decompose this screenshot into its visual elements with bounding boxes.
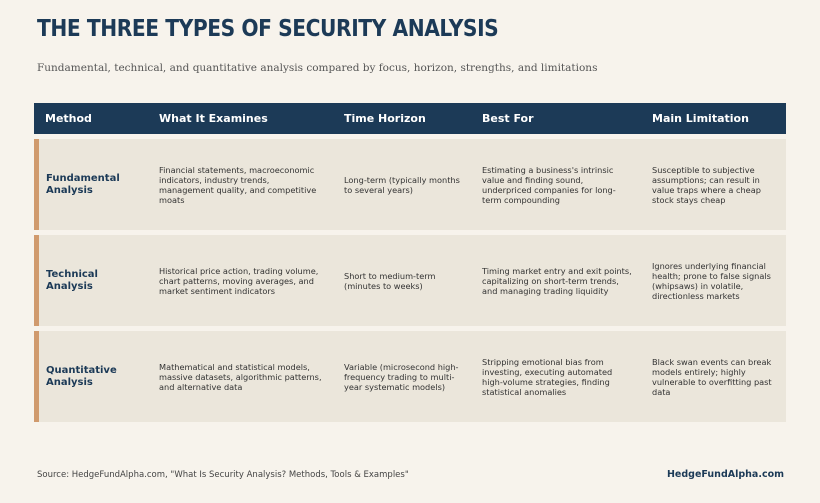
table-row — [34, 331, 786, 422]
horizon-cell: Short to medium-term (minutes to weeks) — [344, 270, 436, 291]
limitation-cell: Ignores underlying financial health; prone to false signals (whipsaws) in volatile, directionless markets — [652, 260, 771, 301]
best-for-cell: Estimating a business's intrinsic value and finding sound, underpriced companies for long-term compounding — [482, 164, 616, 205]
page-title: THE THREE TYPES OF SECURITY ANALYSIS — [37, 16, 499, 42]
comparison-table — [34, 103, 786, 422]
examines-cell: Financial statements, macroeconomic indicators, industry trends, management quality, and competitive moats — [159, 164, 317, 205]
horizon-cell: Variable (microsecond high-frequency trading to multi-year systematic models) — [344, 361, 459, 392]
horizon-cell: Long-term (typically months to several years) — [344, 174, 460, 195]
examines-cell: Mathematical and statistical models, massive datasets, algorithmic patterns, and alternative data — [159, 361, 322, 392]
examines-cell: Historical price action, trading volume, chart patterns, moving averages, and market sentiment indicators — [159, 265, 319, 296]
table-row — [34, 139, 786, 230]
header-horizon: Time Horizon — [344, 112, 426, 125]
page-subtitle: Fundamental, technical, and quantitative analysis compared by focus, horizon, strengths, and limitations — [37, 62, 598, 74]
header-best-for: Best For — [482, 112, 534, 125]
method-name: Fundamental Analysis — [46, 172, 120, 196]
method-name: Technical Analysis — [46, 268, 98, 292]
limitation-cell: Black swan events can break models entirely; highly vulnerable to overfitting past data — [652, 356, 772, 397]
best-for-cell: Stripping emotional bias from investing, executing automated high-volume strategies, finding statistical anomalies — [482, 356, 613, 397]
limitation-cell: Susceptible to subjective assumptions; can result in value traps where a cheap stock stays cheap — [652, 164, 761, 205]
best-for-cell: Timing market entry and exit points, capitalizing on short-term trends, and managing trading liquidity — [482, 265, 632, 296]
header-examines: What It Examines — [159, 112, 268, 125]
brand-link[interactable]: HedgeFundAlpha.com — [666, 469, 784, 480]
header-method: Method — [45, 112, 92, 125]
table-row — [34, 235, 786, 326]
table-header — [34, 103, 786, 134]
method-name: Quantitative Analysis — [46, 364, 117, 388]
source-citation: Source: HedgeFundAlpha.com, "What Is Security Analysis? Methods, Tools & Examples" — [37, 470, 409, 480]
header-limitation: Main Limitation — [652, 112, 749, 125]
